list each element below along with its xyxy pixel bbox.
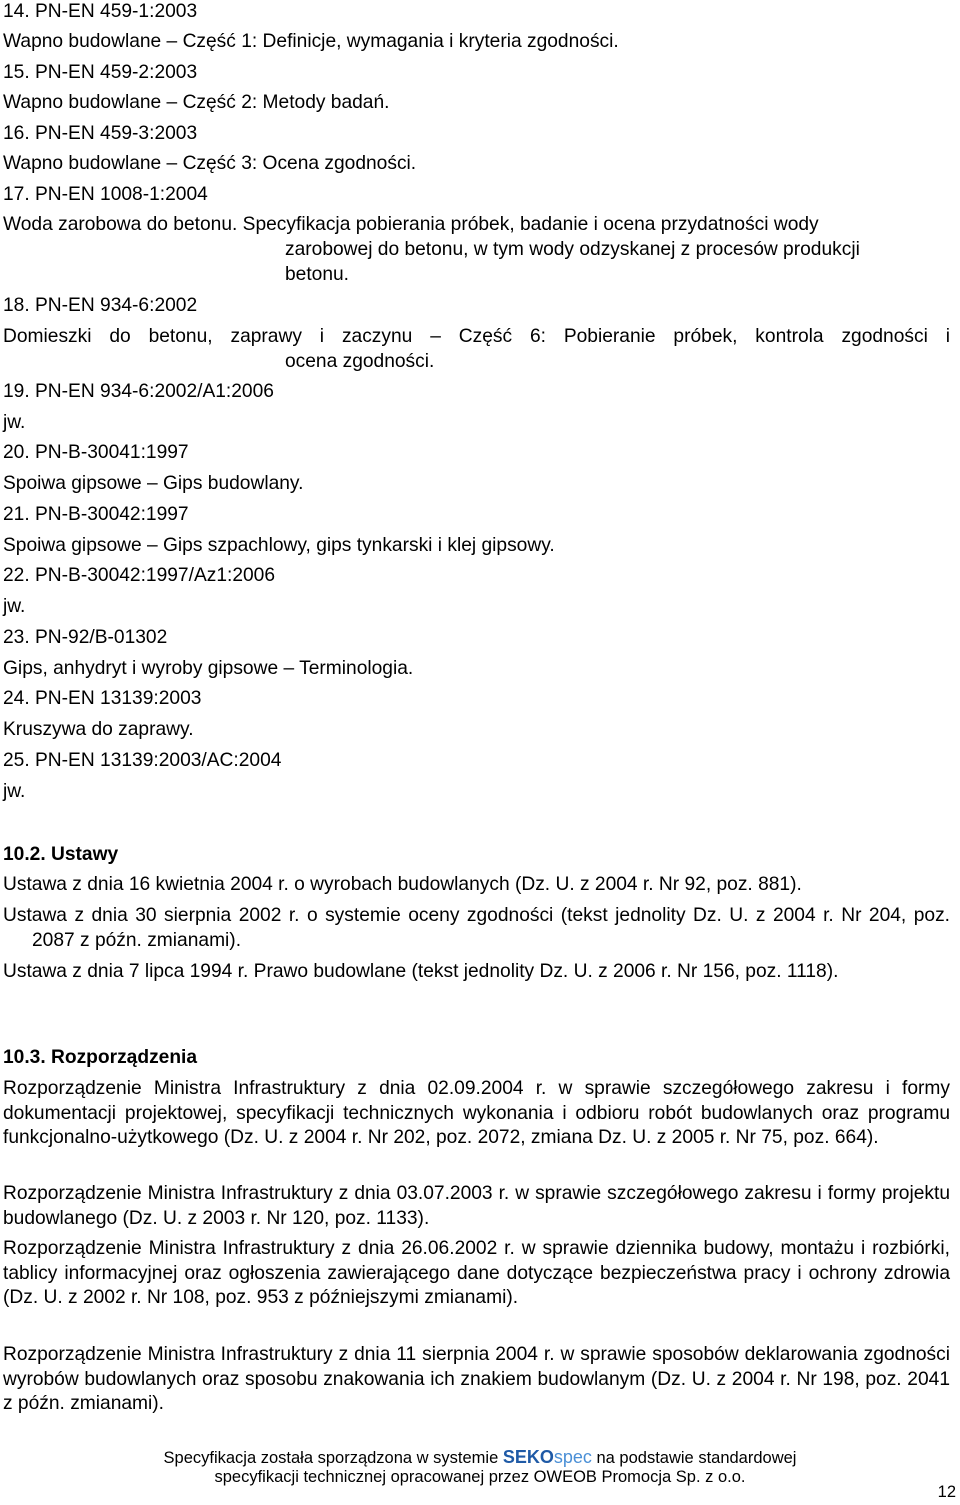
standard-number: 23. PN-92/B-01302 xyxy=(3,627,168,648)
standard-title: Spoiwa gipsowe – Gips szpachlowy, gips tynkarski i klej gipsowy. xyxy=(3,535,555,556)
law-item: Ustawa z dnia 16 kwietnia 2004 r. o wyrobach budowlanych (Dz. U. z 2004 r. Nr 92, poz. 881). xyxy=(3,874,802,895)
logo-spec: spec xyxy=(553,1447,592,1467)
section-heading-rozporzadzenia: 10.3. Rozporządzenia xyxy=(3,1047,198,1068)
standard-number: 15. PN-EN 459-2:2003 xyxy=(3,62,198,83)
law-item: Ustawa z dnia 30 sierpnia 2002 r. o systemie oceny zgodności (tekst jednolity Dz. U. z 2004 r. Nr 204, poz. 2087 z późn. zmianami). xyxy=(3,905,950,951)
regulation-item: Rozporządzenie Ministra Infrastruktury z dnia 26.06.2002 r. w sprawie dziennika budowy, montażu i rozbiórki, tablicy informacyjnej oraz ogłoszenia zawierającego dane dotyczące bezpieczeństwa pracy i ochrony zdrowia (Dz. U. z 2002 r. Nr 108, poz. 953 z późniejszymi zmianami). xyxy=(3,1238,950,1308)
standard-number: 20. PN-B-30041:1997 xyxy=(3,442,189,463)
standard-number: 14. PN-EN 459-1:2003 xyxy=(3,1,198,22)
standard-title-continuation: betonu. xyxy=(285,264,350,285)
standard-title: Spoiwa gipsowe – Gips budowlany. xyxy=(3,473,304,494)
standard-title: jw. xyxy=(3,781,26,802)
sekospec-logo xyxy=(503,1447,592,1467)
standard-title: Domieszki do betonu, zaprawy i zaczynu – Część 6: Pobieranie próbek, kontrola zgodności i xyxy=(3,326,950,347)
standard-number: 19. PN-EN 934-6:2002/A1:2006 xyxy=(3,381,274,402)
standard-title: Wapno budowlane – Część 3: Ocena zgodności. xyxy=(3,153,417,174)
page-number: 12 xyxy=(937,1483,956,1501)
standard-title: jw. xyxy=(3,412,26,433)
standard-title: Wapno budowlane – Część 1: Definicje, wymagania i kryteria zgodności. xyxy=(3,31,619,52)
logo-seko: SEKO xyxy=(502,1447,554,1467)
standard-number: 16. PN-EN 459-3:2003 xyxy=(3,123,198,144)
standard-title-continuation: zarobowej do betonu, w tym wody odzyskanej z procesów produkcji xyxy=(285,239,860,260)
standard-number: 18. PN-EN 934-6:2002 xyxy=(3,295,198,316)
standard-title: Gips, anhydryt i wyroby gipsowe – Terminologia. xyxy=(3,658,414,679)
standard-title-continuation: ocena zgodności. xyxy=(285,351,435,372)
standard-number: 21. PN-B-30042:1997 xyxy=(3,504,189,525)
footer-text: Specyfikacja została sporządzona w systemie xyxy=(163,1449,499,1467)
footer-text: na podstawie standardowej xyxy=(596,1449,797,1467)
regulation-item: Rozporządzenie Ministra Infrastruktury z dnia 03.07.2003 r. w sprawie szczegółowego zakresu i formy projektu budowlanego (Dz. U. z 2003 r. Nr 120, poz. 1133). xyxy=(3,1183,950,1229)
standard-title: jw. xyxy=(3,596,26,617)
standard-number: 17. PN-EN 1008-1:2004 xyxy=(3,184,208,205)
standard-number: 22. PN-B-30042:1997/Az1:2006 xyxy=(3,565,276,586)
regulation-item: Rozporządzenie Ministra Infrastruktury z dnia 02.09.2004 r. w sprawie szczegółowego zakresu i formy dokumentacji projektowej, specyfikacji technicznych wykonania i odbioru robót budowlanych oraz programu funkcjonalno-użytkowego (Dz. U. z 2004 r. Nr 202, poz. 2072, zmiana Dz. U. z 2005 r. Nr 75, poz. 664). xyxy=(3,1078,950,1148)
standard-title: Kruszywa do zaprawy. xyxy=(3,719,194,740)
standard-number: 24. PN-EN 13139:2003 xyxy=(3,688,202,709)
standard-number: 25. PN-EN 13139:2003/AC:2004 xyxy=(3,750,282,771)
section-heading-ustawy: 10.2. Ustawy xyxy=(3,844,119,865)
standard-title: Woda zarobowa do betonu. Specyfikacja pobierania próbek, badanie i ocena przydatności wody xyxy=(3,214,819,235)
standard-title: Wapno budowlane – Część 2: Metody badań. xyxy=(3,92,390,113)
regulation-item: Rozporządzenie Ministra Infrastruktury z dnia 11 sierpnia 2004 r. w sprawie sposobów deklarowania zgodności wyrobów budowlanych oraz sposobu znakowania ich znakiem budowlanym (Dz. U. z 2004 r. Nr 198, poz. 2041 z późn. zmianami). xyxy=(3,1344,950,1414)
footer-line-2: specyfikacji technicznej opracowanej przez OWEOB Promocja Sp. z o.o. xyxy=(214,1468,746,1486)
law-item: Ustawa z dnia 7 lipca 1994 r. Prawo budowlane (tekst jednolity Dz. U. z 2006 r. Nr 156, poz. 1118). xyxy=(3,961,839,982)
footer-line-1 xyxy=(0,1447,960,1468)
